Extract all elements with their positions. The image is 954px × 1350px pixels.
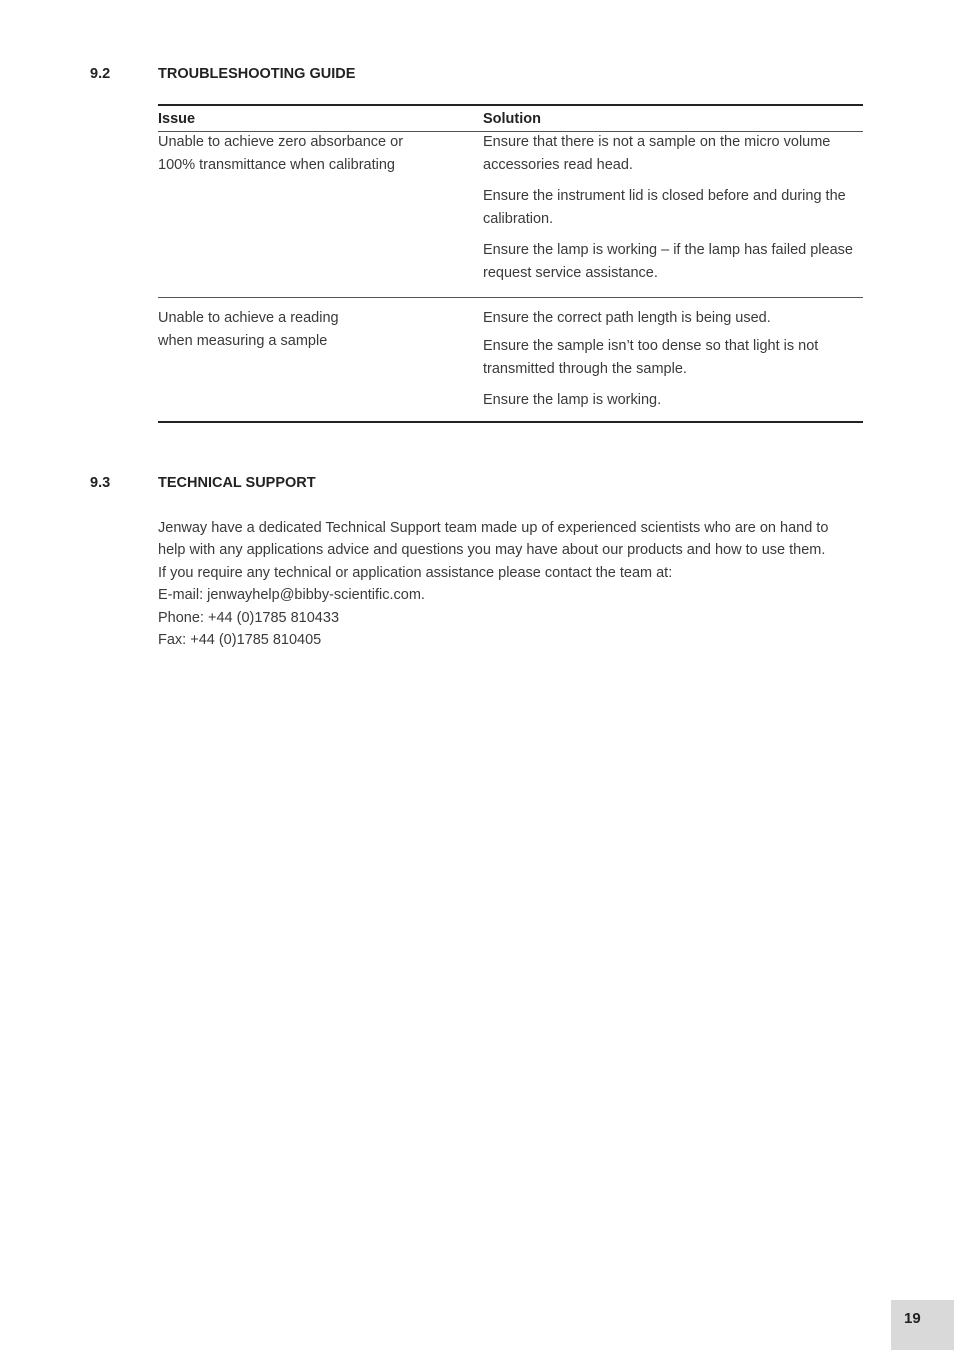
solution-cell: [483, 131, 868, 293]
page-number: 19: [891, 1300, 954, 1350]
solution-item: Ensure that there is not a sample on the micro volume accessories read head.: [483, 134, 831, 173]
issue-cell: [158, 307, 458, 353]
solution-cell: [483, 307, 868, 420]
troubleshooting-table: [158, 104, 863, 423]
solution-item: Ensure the lamp is working.: [483, 392, 662, 408]
support-line: If you require any technical or application assistance please contact the team at:: [158, 564, 673, 581]
section-number: 9.3: [90, 475, 111, 491]
support-phone: Phone: +44 (0)1785 810433: [158, 609, 340, 626]
technical-support-text: [158, 517, 868, 651]
section-number: 9.2: [90, 66, 111, 82]
support-line: help with any applications advice and questions you may have about our products and how to use them.: [158, 542, 826, 559]
solution-item: Ensure the correct path length is being used.: [483, 310, 771, 326]
issue-cell: [158, 131, 458, 177]
solution-item: Ensure the instrument lid is closed before and during the calibration.: [483, 188, 846, 227]
support-line: Jenway have a dedicated Technical Support team made up of experienced scientists who are on hand to: [158, 520, 829, 536]
support-email: E-mail: jenwayhelp@bibby-scientific.com.: [158, 587, 425, 604]
solution-item: Ensure the lamp is working – if the lamp has failed please request service assistance.: [483, 242, 853, 281]
issue-line: Unable to achieve a reading: [158, 310, 339, 326]
issue-line: 100% transmittance when calibrating: [158, 157, 395, 173]
column-header-issue: Issue: [158, 111, 196, 127]
column-header-solution: Solution: [483, 111, 541, 127]
support-fax: Fax: +44 (0)1785 810405: [158, 632, 322, 649]
solution-item: Ensure the sample isn’t too dense so that light is not transmitted through the sample.: [483, 338, 819, 377]
section-title: TECHNICAL SUPPORT: [158, 475, 316, 491]
table-bottom-rule: [158, 421, 863, 423]
table-top-rule: [158, 104, 863, 106]
issue-line: Unable to achieve zero absorbance or: [158, 134, 404, 150]
section-title: TROUBLESHOOTING GUIDE: [158, 66, 356, 82]
table-row-divider: [158, 297, 863, 298]
issue-line: when measuring a sample: [158, 333, 328, 349]
